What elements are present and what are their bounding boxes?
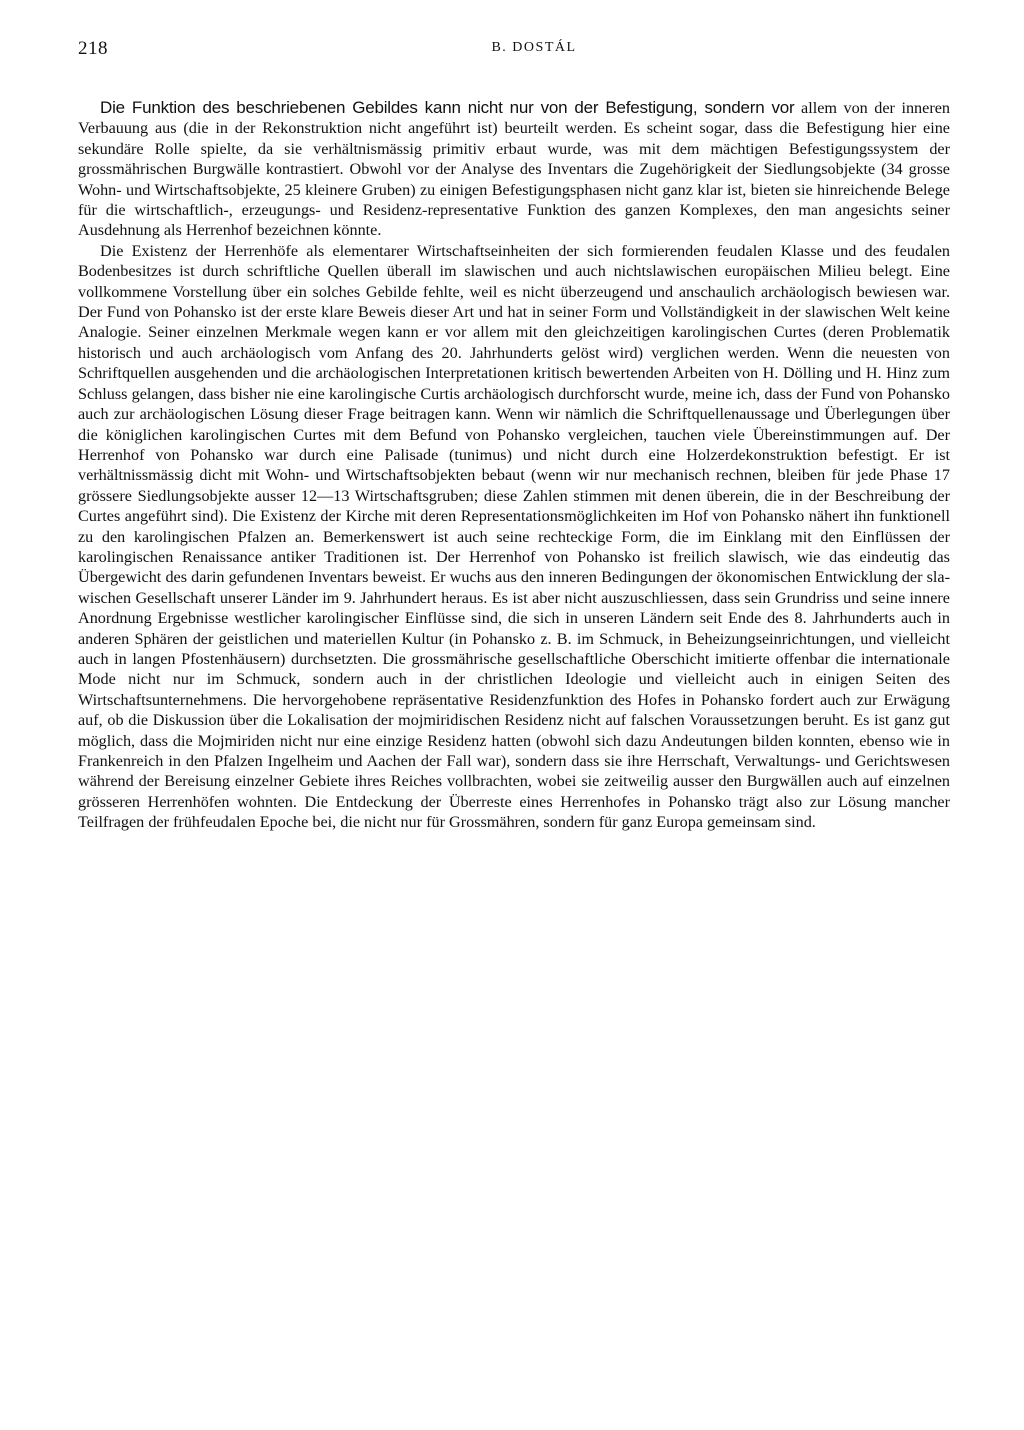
body-text [78, 98, 950, 833]
running-head-author: B. DOSTÁL [491, 40, 577, 55]
page-number: 218 [78, 38, 108, 59]
paragraph [78, 98, 950, 241]
page-header [78, 38, 950, 62]
paragraph [78, 241, 950, 833]
paragraph-lead: Die Funktion des beschriebenen Gebildes kann nicht nur von der Befestigung, sondern vor [100, 98, 795, 117]
paragraph-text: allem von der inneren Verbauung aus (die in der Rekonstruktion nicht angeführt ist) beurteilt werden. Es scheint sogar, dass die Befestigung hier eine sekundäre Rolle spielte, da sie verhältnismässig primitiv erbaut wurde, was mit dem mächtigen Befestigungssystem der grossmährischen Burgwälle kontrastiert. Obwohl vor der Analyse des Inventars die Zugehörigkeit der Siedlungsobjekte (34 grosse Wohn- und Wirtschaftsobjekte, 25 kleinere Gruben) zu einigen Befestigungsphasen nicht ganz klar ist, bieten sie hinreichende Belege für die wirtschaftlich-, erzeugungs- und Residenz-representative Funktion des ganzen Komplexes, den man angesichts seiner Ausdehnung als Herrenhof bezeichnen könnte. [78, 99, 950, 240]
paragraph-text: Die Existenz der Herrenhöfe als elementarer Wirtschaftseinheiten der sich formierenden feudalen Klasse und des feudalen Bodenbesitzes ist durch schriftliche Quellen überall im slawischen und auch nichtslawischen europäischen Milieu belegt. Eine vollkommene Vorstellung über ein solches Gebilde fehlte, weil es nicht überzeugend und anschaulich archäologisch bewiesen war. Der Fund von Pohansko ist der erste klare Beweis dieser Art und hat in seiner Form und Vollständigkeit in der slawischen Welt keine Analogie. Seiner einzelnen Merkmale wegen kann er vor allem mit den gleichzeitigen karolingischen Curtes (deren Problematik historisch und auch archäologisch vom Anfang des 20. Jahrhunderts gelöst wird) verglichen werden. Wenn die neuesten von Schriftquellen ausgehenden und die archäologischen Interpretationen kritisch bewertenden Arbeiten von H. Dölling und H. Hinz zum Schluss gelangen, dass bisher nie eine karolingische Curtis archäologisch durchforscht wurde, meine ich, dass der Fund von Pohansko auch zur archäologischen Lösung dieser Frage beitragen kann. Wenn wir nämlich die Schriftquellenaussage und Überlegungen über die königlichen karolingischen Curtes mit dem Befund von Pohansko vergleichen, tauchen viele Übereinstimmungen auf. Der Herrenhof von Pohansko war durch eine Palisade (tunimus) und nicht durch eine Holzerdekonstruktion befestigt. Er ist verhältnissmässig dicht mit Wohn- und Wirtschaftsobjekten bebaut (wenn wir nur mechanisch rechnen, bleiben für jede Phase 17 grössere Siedlungsobjekte ausser 12—13 Wirtschaftsgruben; diese Zahlen stimmen mit denen überein, die in der Beschreibung der Curtes angeführt sind). Die Existenz der Kirche mit deren Representationsmöglichkeiten im Hof von Pohansko nähert ihn funktionell zu den karolingischen Pfalzen an. Bemerkenswert ist auch seine rechteckige Form, die im Einklang mit den Einflüssen der karolingischen Renaissance antiker Traditionen ist. Der Herrenhof von Pohansko ist freilich slawisch, wie das eindeutig das Übergewicht des darin gefundenen Inventars beweist. Er wuchs aus den inneren Bedingungen der ökonomischen Entwicklung der slawischen Gesellschaft unserer Länder im 9. Jahrhundert heraus. Es ist aber nicht auszuschliessen, dass sein Grundriss und seine innere Anordnung Ergebnisse westlicher karolingischer Einflüsse sind, die sich in unseren Ländern seit Ende des 8. Jahrhunderts auch in anderen Sphären der geistlichen und materiellen Kultur (in Pohansko z. B. im Schmuck, in Beheizungseinrichtungen, und vielleicht auch in langen Pfostenhäusern) durchsetzten. Die grossmährische gesellschaftliche Oberschicht imitierte offenbar die internationale Mode nicht nur im Schmuck, sondern auch in der christlichen Ideologie und vielleicht auch in einigen Seiten des Wirtschaftsunternehmens. Die hervorgehobene repräsentative Residenzfunktion des Hofes in Pohansko fordert auch zur Erwägung auf, ob die Diskussion über die Lokalisation der mojmiridischen Residenz nicht auf falschen Voraussetzungen beruht. Es ist ganz gut möglich, dass die Mojmiriden nicht nur eine einzige Residenz hatten (obwohl sich dazu Andeutungen bilden konnten, ebenso wie in Frankenreich in den Pfalzen Ingelheim und Aachen der Fall war), sondern dass sie ihre Herrschaft, Verwaltungs- und Gerichtswesen während der Bereisung einzelner Gebiete ihres Reiches vollbrachten, wobei sie zeitweilig ausser den Burgwällen auch auf einzelnen grösseren Herrenhöfen wohnten. Die Entdeckung der Überreste eines Herrenhofes in Pohansko trägt also zur Lösung mancher Teilfragen der frühfeudalen Epoche bei, die nicht nur für Grossmähren, sondern für ganz Europa gemeinsam sind. [78, 241, 950, 832]
